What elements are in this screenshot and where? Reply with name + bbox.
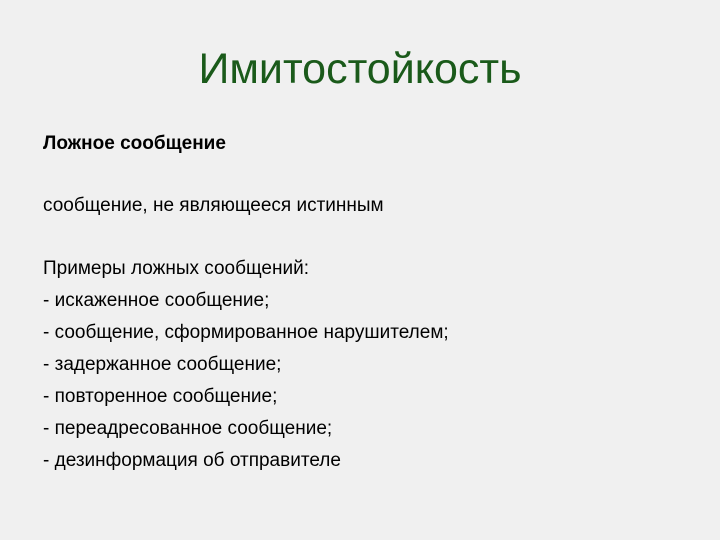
list-item: - переадресованное сообщение; — [43, 418, 333, 439]
list-item: - дезинформация об отправителе — [43, 450, 341, 471]
slide-title: Имитостойкость — [198, 45, 522, 93]
list-item: - повторенное сообщение; — [43, 386, 278, 407]
list-item: - искаженное сообщение; — [43, 290, 270, 311]
examples-heading: Примеры ложных сообщений: — [43, 258, 309, 279]
list-item: - задержанное сообщение; — [43, 354, 282, 375]
term-definition: сообщение, не являющееся истинным — [43, 195, 384, 216]
examples-block — [43, 256, 683, 480]
term-heading: Ложное сообщение — [43, 133, 226, 154]
examples-list — [43, 288, 683, 480]
list-item: - сообщение, сформированное нарушителем; — [43, 322, 449, 343]
